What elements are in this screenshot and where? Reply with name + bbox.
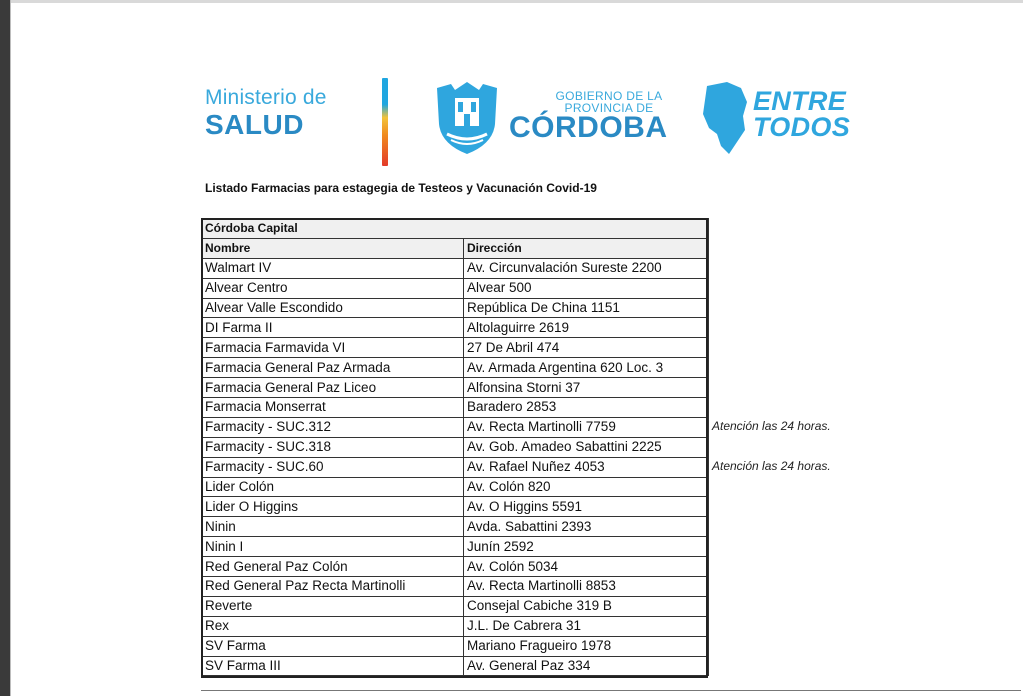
table-row: [202, 338, 709, 358]
pharmacy-name-cell: Alvear Centro: [202, 278, 464, 298]
table-row: [202, 517, 709, 537]
pharmacy-address-cell: Av. Colón 820: [464, 477, 709, 497]
pharmacy-address-cell: Baradero 2853: [464, 398, 709, 418]
pharmacy-name-cell: Ninin: [202, 517, 464, 537]
page-top-edge: [11, 0, 1023, 3]
entre-todos-logo: [699, 80, 859, 160]
gobierno-cordoba-logo: [433, 80, 673, 160]
table-row: [202, 378, 709, 398]
table-row: [202, 616, 709, 636]
pharmacy-address-cell: Av. Gob. Amadeo Sabattini 2225: [464, 437, 709, 457]
pharmacy-address-cell: Alvear 500: [464, 278, 709, 298]
pharmacy-address-cell: J.L. De Cabrera 31: [464, 616, 709, 636]
pharmacy-address-cell: Alfonsina Storni 37: [464, 378, 709, 398]
table-row: [202, 596, 709, 616]
pharmacy-name-cell: Alvear Valle Escondido: [202, 298, 464, 318]
entre-todos-text: [753, 88, 850, 140]
cordoba-crest-icon: [433, 80, 501, 156]
table-row: [202, 497, 709, 517]
pharmacy-name-cell: DI Farma II: [202, 318, 464, 338]
pharmacy-name-cell: Lider Colón: [202, 477, 464, 497]
ministerio-line2: SALUD: [205, 109, 304, 140]
header-row: [202, 238, 709, 258]
pharmacy-name-cell: Farmacia General Paz Liceo: [202, 378, 464, 398]
pharmacy-name-cell: Ninin I: [202, 537, 464, 557]
table-row: [202, 656, 709, 676]
table-row: [202, 457, 709, 477]
gobierno-line2: PROVINCIA DE: [564, 101, 654, 115]
pharmacy-address-cell: Avda. Sabattini 2393: [464, 517, 709, 537]
pharmacy-name-cell: Rex: [202, 616, 464, 636]
document-title: Listado Farmacias para estagegia de Testeos y Vacunación Covid-19: [205, 181, 597, 195]
ministerio-salud-logo: [205, 86, 365, 140]
table-row: [202, 358, 709, 378]
table-row: [202, 278, 709, 298]
pharmacy-name-cell: Farmacia Farmavida VI: [202, 338, 464, 358]
ministerio-line1: Ministerio de: [205, 86, 327, 109]
pharmacy-name-cell: SV Farma: [202, 636, 464, 656]
pharmacy-name-cell: Red General Paz Recta Martinolli: [202, 577, 464, 597]
hours-note: Atención las 24 horas.: [712, 419, 831, 434]
cordoba-map-icon: [699, 80, 749, 156]
hours-note: Atención las 24 horas.: [712, 459, 831, 473]
region-cell: Córdoba Capital: [202, 219, 709, 239]
table-row: [202, 437, 709, 457]
table-row: [202, 298, 709, 318]
pharmacy-address-cell: Consejal Cabiche 319 B: [464, 596, 709, 616]
column-header-direccion: Dirección: [464, 238, 709, 258]
pharmacy-address-cell: Av. O Higgins 5591: [464, 497, 709, 517]
column-header-nombre: Nombre: [202, 238, 464, 258]
entre-line1: ENTRE: [753, 86, 847, 116]
pharmacy-address-cell: Av. Rafael Nuñez 4053: [464, 457, 709, 477]
pharmacy-address-cell: Altolaguirre 2619: [464, 318, 709, 338]
table-row: [202, 258, 709, 278]
pharmacy-name-cell: Farmacia General Paz Armada: [202, 358, 464, 378]
pharmacy-address-cell: Av. Recta Martinolli 7759: [464, 417, 709, 437]
pharmacy-address-cell: Av. Recta Martinolli 8853: [464, 577, 709, 597]
document-page[interactable]: [10, 0, 1023, 696]
pharmacy-name-cell: Red General Paz Colón: [202, 557, 464, 577]
table-row: [202, 417, 709, 437]
table-row: [202, 318, 709, 338]
pharmacy-address-cell: Junín 2592: [464, 537, 709, 557]
pharmacy-name-cell: Lider O Higgins: [202, 497, 464, 517]
logo-divider: [382, 78, 388, 166]
pharmacy-address-cell: Av. Armada Argentina 620 Loc. 3: [464, 358, 709, 378]
bottom-rule: [201, 690, 1021, 691]
pharmacy-address-cell: Av. Circunvalación Sureste 2200: [464, 258, 709, 278]
entre-line2: TODOS: [753, 112, 851, 142]
table-row: [202, 577, 709, 597]
pharmacy-table: [201, 218, 709, 676]
table-row: [202, 636, 709, 656]
pharmacy-name-cell: SV Farma III: [202, 656, 464, 676]
region-row: [202, 219, 709, 239]
cordoba-text: CÓRDOBA: [509, 111, 668, 144]
table-row: [202, 537, 709, 557]
table-row: [202, 557, 709, 577]
table-row: [202, 477, 709, 497]
pharmacy-name-cell: Farmacia Monserrat: [202, 398, 464, 418]
pharmacy-name-cell: Farmacity - SUC.318: [202, 437, 464, 457]
viewer-left-edge: [0, 0, 10, 696]
table-row: [202, 398, 709, 418]
pharmacy-name-cell: Farmacity - SUC.60: [202, 457, 464, 477]
pharmacy-name-cell: Walmart IV: [202, 258, 464, 278]
pharmacy-address-cell: Mariano Fragueiro 1978: [464, 636, 709, 656]
pharmacy-name-cell: Reverte: [202, 596, 464, 616]
pharmacy-address-cell: Av. Colón 5034: [464, 557, 709, 577]
pharmacy-address-cell: 27 De Abril 474: [464, 338, 709, 358]
gobierno-line1: GOBIERNO DE LA: [555, 89, 663, 103]
pharmacy-address-cell: Av. General Paz 334: [464, 656, 709, 676]
pharmacy-address-cell: República De China 1151: [464, 298, 709, 318]
pharmacy-name-cell: Farmacity - SUC.312: [202, 417, 464, 437]
